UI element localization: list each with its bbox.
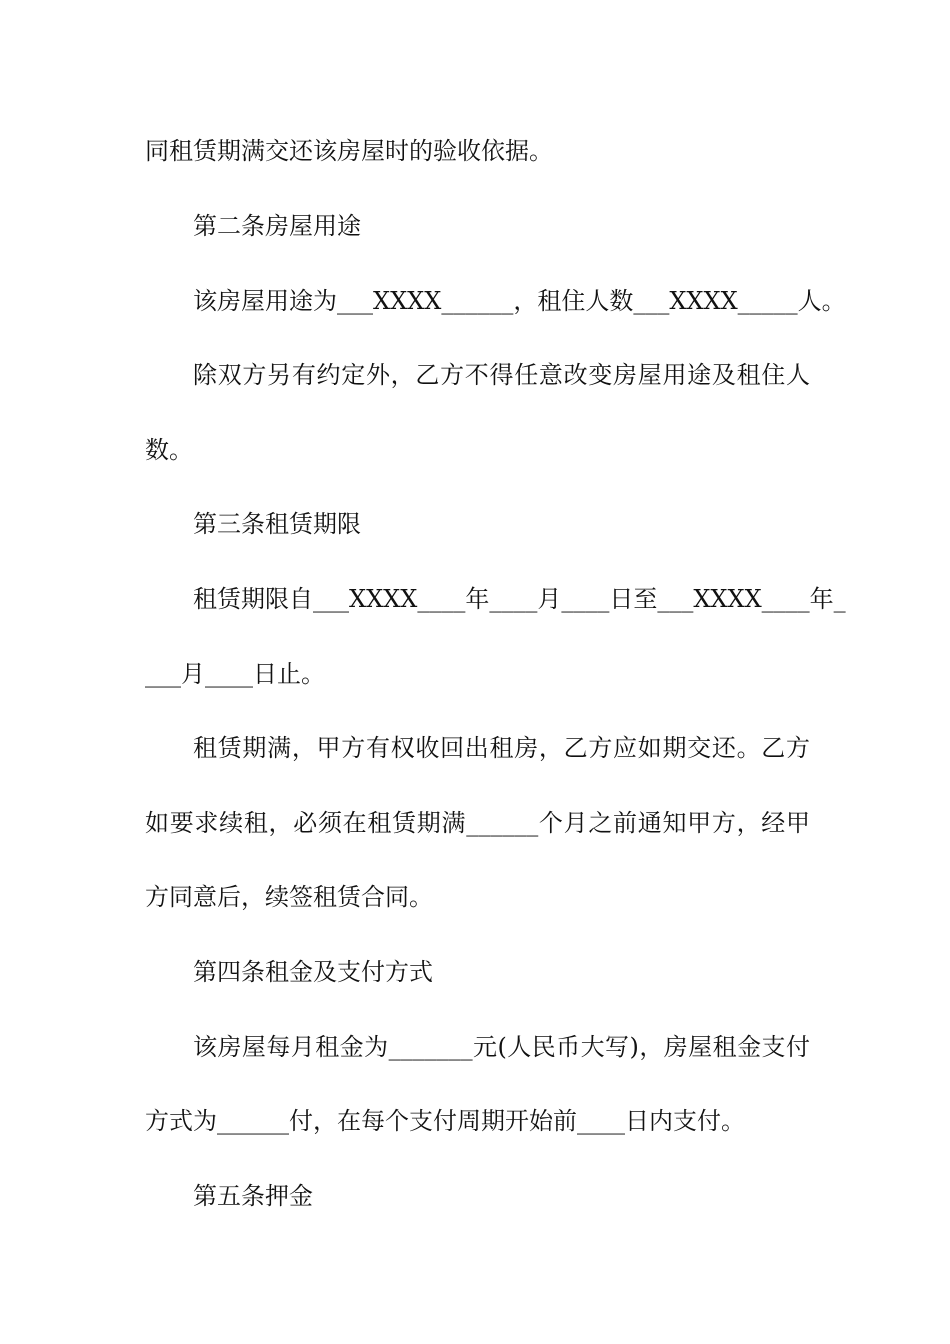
section-heading-usage: 第二条房屋用途 (193, 212, 361, 240)
paragraph-line: 数。 (145, 436, 193, 464)
section-heading-term: 第三条租赁期限 (193, 510, 361, 538)
paragraph-line: 方式为______付，在每个支付周期开始前____日内支付。 (145, 1107, 745, 1135)
paragraph-line: ___月____日止。 (145, 660, 325, 688)
paragraph-line: 租赁期满，甲方有权收回出租房，乙方应如期交还。乙方 (193, 734, 810, 762)
paragraph-line: 该房屋每月租金为_______元(人民币大写)，房屋租金支付 (193, 1033, 810, 1061)
paragraph-line: 租赁期限自___XXXX____年____月____日至___XXXX____年_ (193, 585, 846, 613)
paragraph-line: 除双方另有约定外，乙方不得任意改变房屋用途及租住人 (193, 361, 810, 389)
section-heading-deposit: 第五条押金 (193, 1182, 313, 1210)
paragraph-line: 方同意后，续签租赁合同。 (145, 883, 433, 911)
section-heading-rent: 第四条租金及支付方式 (193, 958, 433, 986)
paragraph-line: 该房屋用途为___XXXX______，租住人数___XXXX_____人。 (193, 287, 846, 315)
paragraph-line: 同租赁期满交还该房屋时的验收依据。 (145, 137, 553, 165)
paragraph-line: 如要求续租，必须在租赁期满______个月之前通知甲方，经甲 (145, 809, 810, 837)
